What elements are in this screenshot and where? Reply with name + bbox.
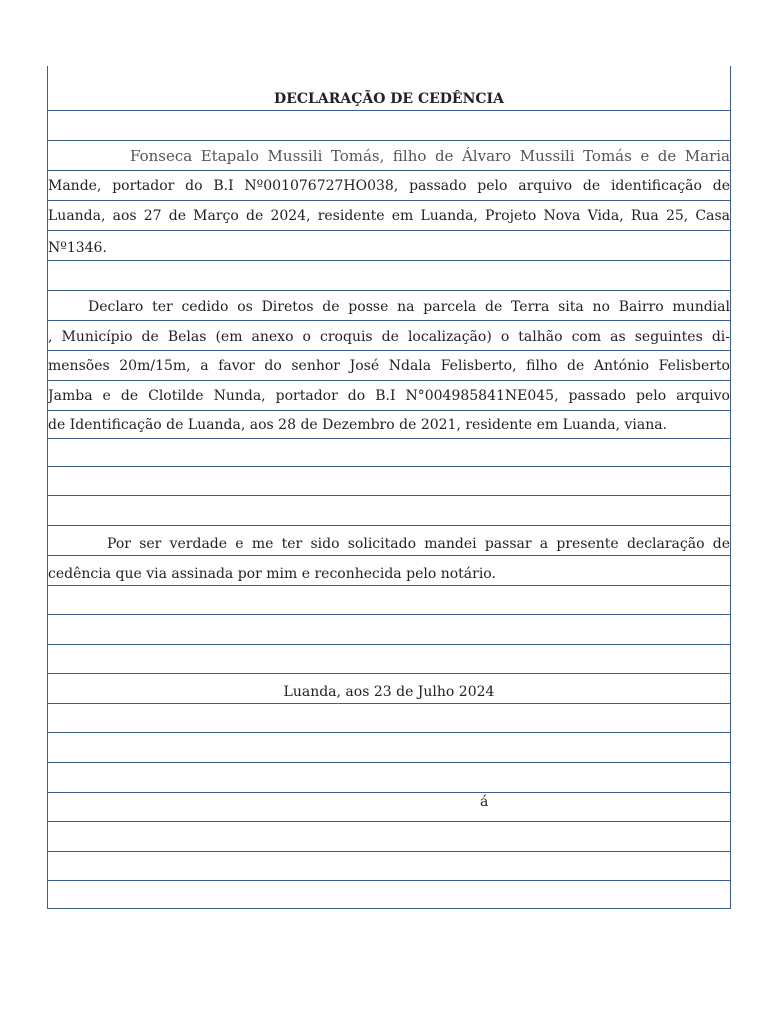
ruled-line	[47, 260, 731, 261]
ruled-line	[47, 110, 731, 111]
paragraph-2-line: Declaro ter cedido os Diretos de posse na parcela de Terra sita no Bairro mundial	[88, 299, 730, 315]
ruled-line	[47, 438, 731, 439]
paragraph-3-line: Por ser verdade e me ter sido solicitado mandei passar a presente declaração de	[107, 536, 730, 552]
ruled-line	[47, 732, 731, 733]
signature-mark: á	[480, 794, 489, 810]
ruled-line	[47, 703, 731, 704]
paragraph-1-line: Nº1346.	[48, 240, 107, 256]
ruled-line	[47, 792, 731, 793]
ruled-line	[47, 555, 731, 556]
ruled-line	[47, 170, 731, 171]
paragraph-3-line: cedência que via assinada por mim e reconhecida pelo notário.	[48, 566, 496, 582]
ruled-line	[47, 495, 731, 496]
ruled-line	[47, 380, 731, 381]
ruled-line	[47, 320, 731, 321]
paragraph-2-line: mensões 20m/15m, a favor do senhor José Ndala Felisberto, filho de António Felisberto	[48, 358, 730, 374]
ruled-line	[47, 614, 731, 615]
date-line: Luanda, aos 23 de Julho 2024	[283, 684, 495, 700]
ruled-line	[47, 762, 731, 763]
ruled-line	[47, 673, 731, 674]
ruled-line	[47, 821, 731, 822]
ruled-line	[47, 585, 731, 586]
paragraph-1-line: Luanda, aos 27 de Março de 2024, residente em Luanda, Projeto Nova Vida, Rua 25, Casa	[48, 208, 730, 224]
paragraph-2-line: de Identificação de Luanda, aos 28 de Dezembro de 2021, residente em Luanda, viana.	[48, 417, 668, 433]
ruled-line	[47, 851, 731, 852]
paragraph-2-line: Jamba e de Clotilde Nunda, portador do B.I N°004985841NE045, passado pelo arquivo	[48, 388, 730, 404]
ruled-line	[47, 230, 731, 231]
paragraph-1-line: Mande, portador do B.I Nº001076727HO038, passado pelo arquivo de identificação de	[48, 178, 730, 194]
paragraph-1-line: Fonseca Etapalo Mussili Tomás, filho de Álvaro Mussili Tomás e de Maria	[130, 147, 730, 165]
ruled-line	[47, 525, 731, 526]
ruled-line	[47, 644, 731, 645]
ruled-line	[47, 140, 731, 141]
ruled-line	[47, 466, 731, 467]
paragraph-2-line: , Município de Belas (em anexo o croquis de localização) o talhão com as seguintes di-	[48, 329, 730, 345]
ruled-line	[47, 350, 731, 351]
ruled-line	[47, 410, 731, 411]
ruled-line	[47, 880, 731, 881]
ruled-line	[47, 290, 731, 291]
ruled-line	[47, 200, 731, 201]
document-title: DECLARAÇÃO DE CEDÊNCIA	[274, 91, 504, 107]
